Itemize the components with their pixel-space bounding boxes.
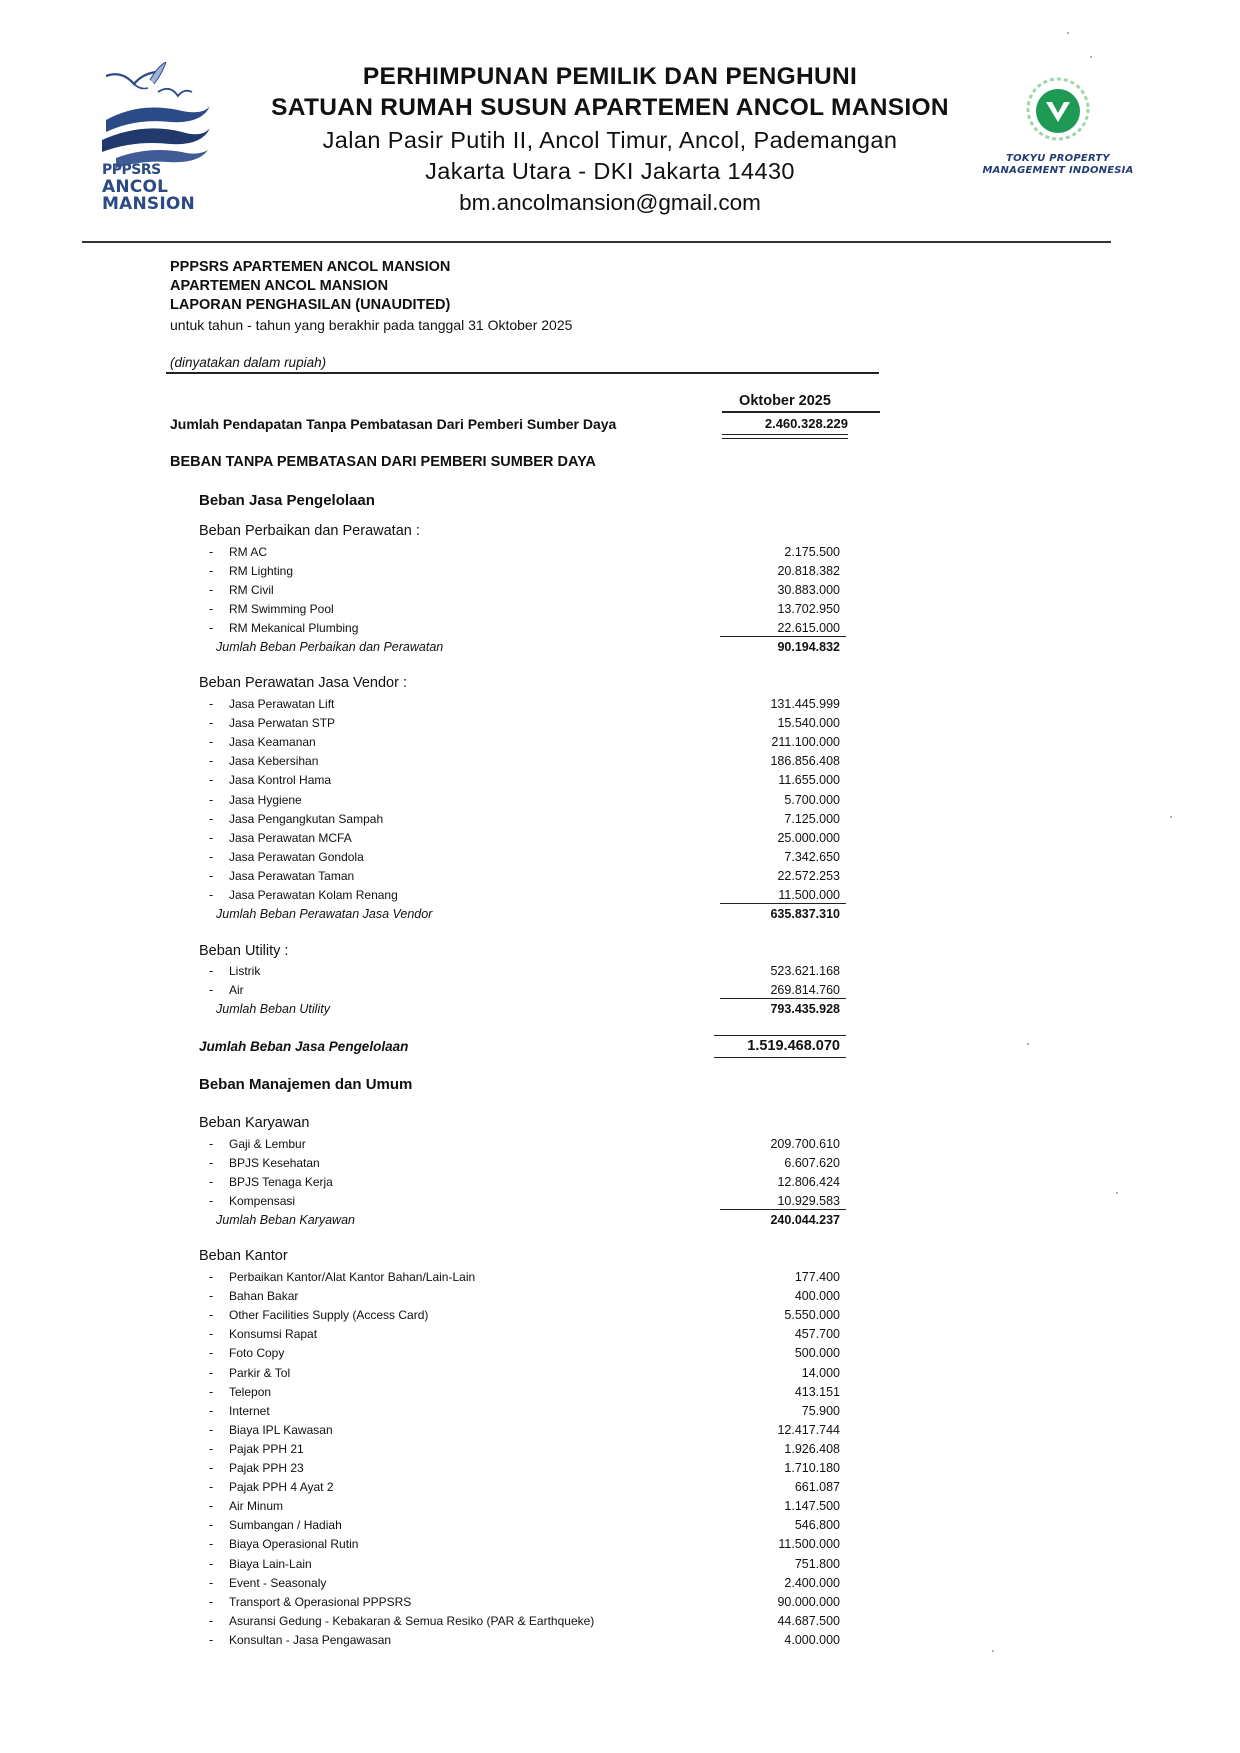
line-item-row [0,562,1240,581]
line-item-label: Gaji & Lembur [229,1137,306,1151]
line-item-row [0,752,1240,771]
bullet-dash: - [209,964,214,978]
seagull-wave-icon [98,62,238,172]
bullet-dash: - [209,773,214,788]
line-item-label: Foto Copy [229,1346,285,1361]
line-item-row [0,1173,1240,1192]
line-item-value: 4.000.000 [784,1632,840,1647]
line-item-value: 131.445.999 [770,697,840,711]
scan-speck [1027,1043,1029,1045]
bullet-dash: - [209,849,214,864]
line-item-label: Event - Seasonaly [229,1575,327,1590]
line-item-row [0,1402,1240,1421]
line-item-value: 413.151 [794,1384,840,1399]
bullet-dash: - [209,1156,214,1170]
scan-speck [1116,1192,1118,1194]
karyawan-total-label: Jumlah Beban Karyawan [216,1213,355,1227]
column-header: Oktober 2025 [739,393,831,409]
utility-total-label: Jumlah Beban Utility [216,1002,330,1016]
line-item-value: 1.147.500 [784,1499,840,1514]
line-item-value: 500.000 [794,1346,840,1361]
address-line2: Jakarta Utara - DKI Jakarta 14430 [425,158,795,184]
line-item-value: 1.926.408 [784,1441,840,1456]
line-item-row [0,543,1240,562]
line-item-row [0,695,1240,714]
line-item-row [0,1459,1240,1478]
line-item-value: 75.900 [801,1403,840,1418]
bullet-dash: - [209,983,214,997]
line-item-label: Jasa Hygiene [229,792,302,807]
perbaikan-subtotal-rule [720,636,846,637]
line-item-label: Listrik [229,964,261,978]
line-item-value: 2.400.000 [784,1575,840,1590]
line-item-label: Jasa Perwatan STP [229,716,336,731]
line-item-label: Jasa Perawatan MCFA [229,830,352,845]
line-item-value: 6.607.620 [784,1156,840,1170]
line-item-label: Biaya Lain-Lain [229,1556,312,1571]
scan-speck [992,1650,994,1652]
line-item-value: 186.856.408 [770,754,840,769]
bullet-dash: - [209,1518,214,1533]
bullet-dash: - [209,583,214,597]
bullet-dash: - [209,1365,214,1380]
line-item-value: 20.818.382 [777,564,840,578]
bullet-dash: - [209,1308,214,1323]
line-item-row [0,581,1240,600]
report-property: APARTEMEN ANCOL MANSION [170,278,389,294]
line-item-value: 5.550.000 [784,1308,840,1323]
scan-speck [1170,816,1172,818]
bullet-dash: - [209,621,214,635]
jasa-pengelolaan-total-bottom-rule [714,1057,846,1058]
bullet-dash: - [209,868,214,883]
bullet-dash: - [209,1289,214,1304]
vendor-title: Beban Perawatan Jasa Vendor : [199,675,407,691]
logo-left-line1: PPPSRS [102,162,161,178]
vendor-total-label: Jumlah Beban Perawatan Jasa Vendor [216,907,433,921]
line-item-value: 211.100.000 [771,735,840,750]
karyawan-title: Beban Karyawan [199,1115,310,1131]
bullet-dash: - [209,1175,214,1189]
line-item-label: RM AC [229,545,268,559]
line-item-label: RM Swimming Pool [229,602,334,616]
line-item-value: 15.540.000 [777,716,840,731]
line-item-label: Biaya Operasional Rutin [229,1537,359,1552]
line-item-row [0,867,1240,886]
line-item-row [0,1535,1240,1554]
letterhead [240,62,980,218]
jasa-pengelolaan-total-value: 1.519.468.070 [747,1038,840,1054]
line-item-value: 5.700.000 [784,792,840,807]
line-item-row [0,829,1240,848]
line-item-row [0,848,1240,867]
bullet-dash: - [209,1270,214,1284]
logo-right-line2: MANAGEMENT INDONESIA [982,165,1134,176]
ancol-mansion-logo [98,62,238,214]
jasa-pengelolaan-title: Beban Jasa Pengelolaan [199,492,375,509]
line-item-label: Konsumsi Rapat [229,1327,318,1342]
bullet-dash: - [209,716,214,731]
line-item-row [0,1383,1240,1402]
karyawan-total-value: 240.044.237 [770,1213,840,1227]
total-income-label: Jumlah Pendapatan Tanpa Pembatasan Dari Pemberi Sumber Daya [170,416,617,432]
line-item-row [0,1135,1240,1154]
line-item-row [0,1593,1240,1612]
line-item-row [0,714,1240,733]
line-item-value: 457.700 [794,1327,840,1342]
line-item-label: Jasa Kebersihan [229,754,319,769]
bullet-dash: - [209,1461,214,1475]
expense-section-title: BEBAN TANPA PEMBATASAN DARI PEMBERI SUMBER DAYA [170,454,596,470]
line-item-label: Kompensasi [229,1194,296,1208]
report-entity: PPPSRS APARTEMEN ANCOL MANSION [170,259,451,275]
currency-note: (dinyatakan dalam rupiah) [170,355,327,370]
line-item-value: 400.000 [794,1289,840,1304]
line-item-value: 751.800 [794,1556,840,1571]
line-item-row [0,619,1240,638]
line-item-row [0,1631,1240,1650]
line-item-row [0,1555,1240,1574]
line-item-value: 2.175.500 [784,545,840,559]
utility-subtotal-rule [720,998,846,999]
line-item-value: 7.342.650 [784,849,840,864]
line-item-row [0,886,1240,905]
vendor-subtotal-rule [720,903,846,904]
line-item-label: Transport & Operasional PPPSRS [229,1594,412,1609]
line-item-label: Pajak PPH 23 [229,1461,304,1475]
line-item-value: 14.000 [801,1365,840,1380]
line-item-row [0,1344,1240,1363]
line-item-label: Air Minum [229,1499,284,1514]
org-name-line2: SATUAN RUMAH SUSUN APARTEMEN ANCOL MANSION [271,94,949,121]
line-item-value: 25.000.000 [777,830,840,845]
bullet-dash: - [209,1346,214,1361]
line-item-label: Pajak PPH 21 [229,1441,304,1456]
utility-title: Beban Utility : [199,943,289,959]
line-item-row [0,1574,1240,1593]
letterhead-divider [82,241,1111,243]
bullet-dash: - [209,545,214,559]
line-item-row [0,1497,1240,1516]
line-item-row [0,962,1240,981]
bullet-dash: - [209,1137,214,1151]
line-item-value: 11.655.000 [778,773,840,788]
bullet-dash: - [209,1537,214,1552]
line-item-label: Jasa Perawatan Kolam Renang [229,888,398,902]
kantor-title: Beban Kantor [199,1248,288,1264]
line-item-label: Jasa Pengangkutan Sampah [229,811,384,826]
logo-left-line2: ANCOL MANSION [102,177,195,214]
report-titles [170,258,572,335]
line-item-row [0,733,1240,752]
line-item-row [0,771,1240,790]
line-item-row [0,1440,1240,1459]
total-income-double-rule [722,434,848,439]
line-item-value: 177.400 [794,1270,840,1284]
bullet-dash: - [209,830,214,845]
bullet-dash: - [209,697,214,711]
line-item-label: Asuransi Gedung - Kebakaran & Semua Resiko (PAR & Earthqueke) [229,1613,595,1628]
manajemen-umum-title: Beban Manajemen dan Umum [199,1076,413,1093]
line-item-row [0,791,1240,810]
line-item-row [0,1154,1240,1173]
bullet-dash: - [209,1441,214,1456]
bullet-dash: - [209,888,214,902]
line-item-row [0,1306,1240,1325]
line-item-row [0,1478,1240,1497]
address-line1: Jalan Pasir Putih II, Ancol Timur, Ancol, Pademangan [322,127,898,153]
column-header-rule [722,411,880,413]
line-item-row [0,1612,1240,1631]
line-item-row [0,1268,1240,1287]
line-item-label: Sumbangan / Hadiah [229,1518,342,1533]
line-item-label: Air [229,983,244,997]
bullet-dash: - [209,564,214,578]
line-item-label: Jasa Kontrol Hama [229,773,332,788]
line-item-value: 546.800 [794,1518,840,1533]
line-item-value: 12.806.424 [777,1175,840,1189]
total-income-value: 2.460.328.229 [764,416,848,431]
line-item-value: 209.700.610 [770,1137,840,1151]
line-item-label: Jasa Perawatan Taman [229,868,355,883]
line-item-label: BPJS Kesehatan [229,1156,320,1170]
email-address: bm.ancolmansion@gmail.com [459,190,761,215]
line-item-label: Internet [229,1403,270,1418]
jasa-pengelolaan-total-top-rule [714,1035,846,1036]
line-item-label: Parkir & Tol [229,1365,291,1380]
karyawan-subtotal-rule [720,1209,846,1210]
bullet-dash: - [209,1327,214,1342]
perbaikan-total-label: Jumlah Beban Perbaikan dan Perawatan [216,640,444,654]
line-item-value: 11.500.000 [778,1537,840,1552]
perbaikan-total-value: 90.194.832 [777,640,840,654]
bullet-dash: - [209,1384,214,1399]
bullet-dash: - [209,1422,214,1437]
line-item-value: 11.500.000 [778,888,840,902]
line-item-label: Perbaikan Kantor/Alat Kantor Bahan/Lain-Lain [229,1270,476,1284]
line-item-value: 90.000.000 [777,1594,840,1609]
line-item-value: 269.814.760 [770,983,840,997]
org-name-line1: PERHIMPUNAN PEMILIK DAN PENGHUNI [362,63,858,90]
line-item-label: Konsultan - Jasa Pengawasan [229,1632,392,1647]
bullet-dash: - [209,602,214,616]
line-item-label: Jasa Perawatan Gondola [229,849,364,864]
vendor-total-value: 635.837.310 [770,907,840,921]
line-item-row [0,981,1240,1000]
line-item-label: Bahan Bakar [229,1289,299,1304]
line-item-label: RM Mekanical Plumbing [229,621,359,635]
report-title: LAPORAN PENGHASILAN (UNAUDITED) [170,297,451,313]
bullet-dash: - [209,1403,214,1418]
line-item-label: RM Lighting [229,564,294,578]
line-item-value: 1.710.180 [784,1461,840,1475]
bullet-dash: - [209,1632,214,1647]
bullet-dash: - [209,1575,214,1590]
title-divider [166,372,879,374]
perbaikan-title: Beban Perbaikan dan Perawatan : [199,523,420,539]
line-item-value: 661.087 [794,1480,840,1495]
bullet-dash: - [209,735,214,750]
line-item-label: BPJS Tenaga Kerja [229,1175,333,1189]
line-item-label: Pajak PPH 4 Ayat 2 [229,1480,334,1495]
line-item-label: Jasa Perawatan Lift [229,697,335,711]
bullet-dash: - [209,1480,214,1495]
line-item-label: Jasa Keamanan [229,735,316,750]
utility-total-value: 793.435.928 [770,1002,840,1016]
bullet-dash: - [209,1594,214,1609]
line-item-row [0,1421,1240,1440]
line-item-value: 13.702.950 [777,602,840,616]
line-item-row [0,1364,1240,1383]
line-item-row [0,600,1240,619]
tokyu-emblem-icon [1025,76,1091,142]
line-item-row [0,1516,1240,1535]
tokyu-property-logo [968,76,1148,177]
line-item-value: 22.615.000 [777,621,840,635]
bullet-dash: - [209,1556,214,1571]
line-item-label: Biaya IPL Kawasan [229,1422,333,1437]
line-item-row [0,1192,1240,1211]
bullet-dash: - [209,1613,214,1628]
bullet-dash: - [209,1194,214,1208]
scan-speck [1067,32,1069,34]
bullet-dash: - [209,811,214,826]
scan-speck [1090,56,1092,58]
bullet-dash: - [209,1499,214,1514]
bullet-dash: - [209,792,214,807]
line-item-value: 30.883.000 [777,583,840,597]
line-item-value: 7.125.000 [784,811,840,826]
line-item-label: Telepon [229,1384,272,1399]
line-item-value: 10.929.583 [777,1194,840,1208]
jasa-pengelolaan-total-label: Jumlah Beban Jasa Pengelolaan [199,1039,409,1054]
line-item-value: 523.621.168 [770,964,840,978]
line-item-value: 22.572.253 [777,868,840,883]
line-item-value: 44.687.500 [777,1613,840,1628]
line-item-row [0,1325,1240,1344]
line-item-row [0,1287,1240,1306]
line-item-label: RM Civil [229,583,274,597]
line-item-label: Other Facilities Supply (Access Card) [229,1308,429,1323]
report-period: untuk tahun - tahun yang berakhir pada tanggal 31 Oktober 2025 [170,317,573,333]
bullet-dash: - [209,754,214,769]
line-item-value: 12.417.744 [777,1422,840,1437]
logo-right-line1: TOKYU PROPERTY [1006,153,1110,164]
line-item-row [0,810,1240,829]
